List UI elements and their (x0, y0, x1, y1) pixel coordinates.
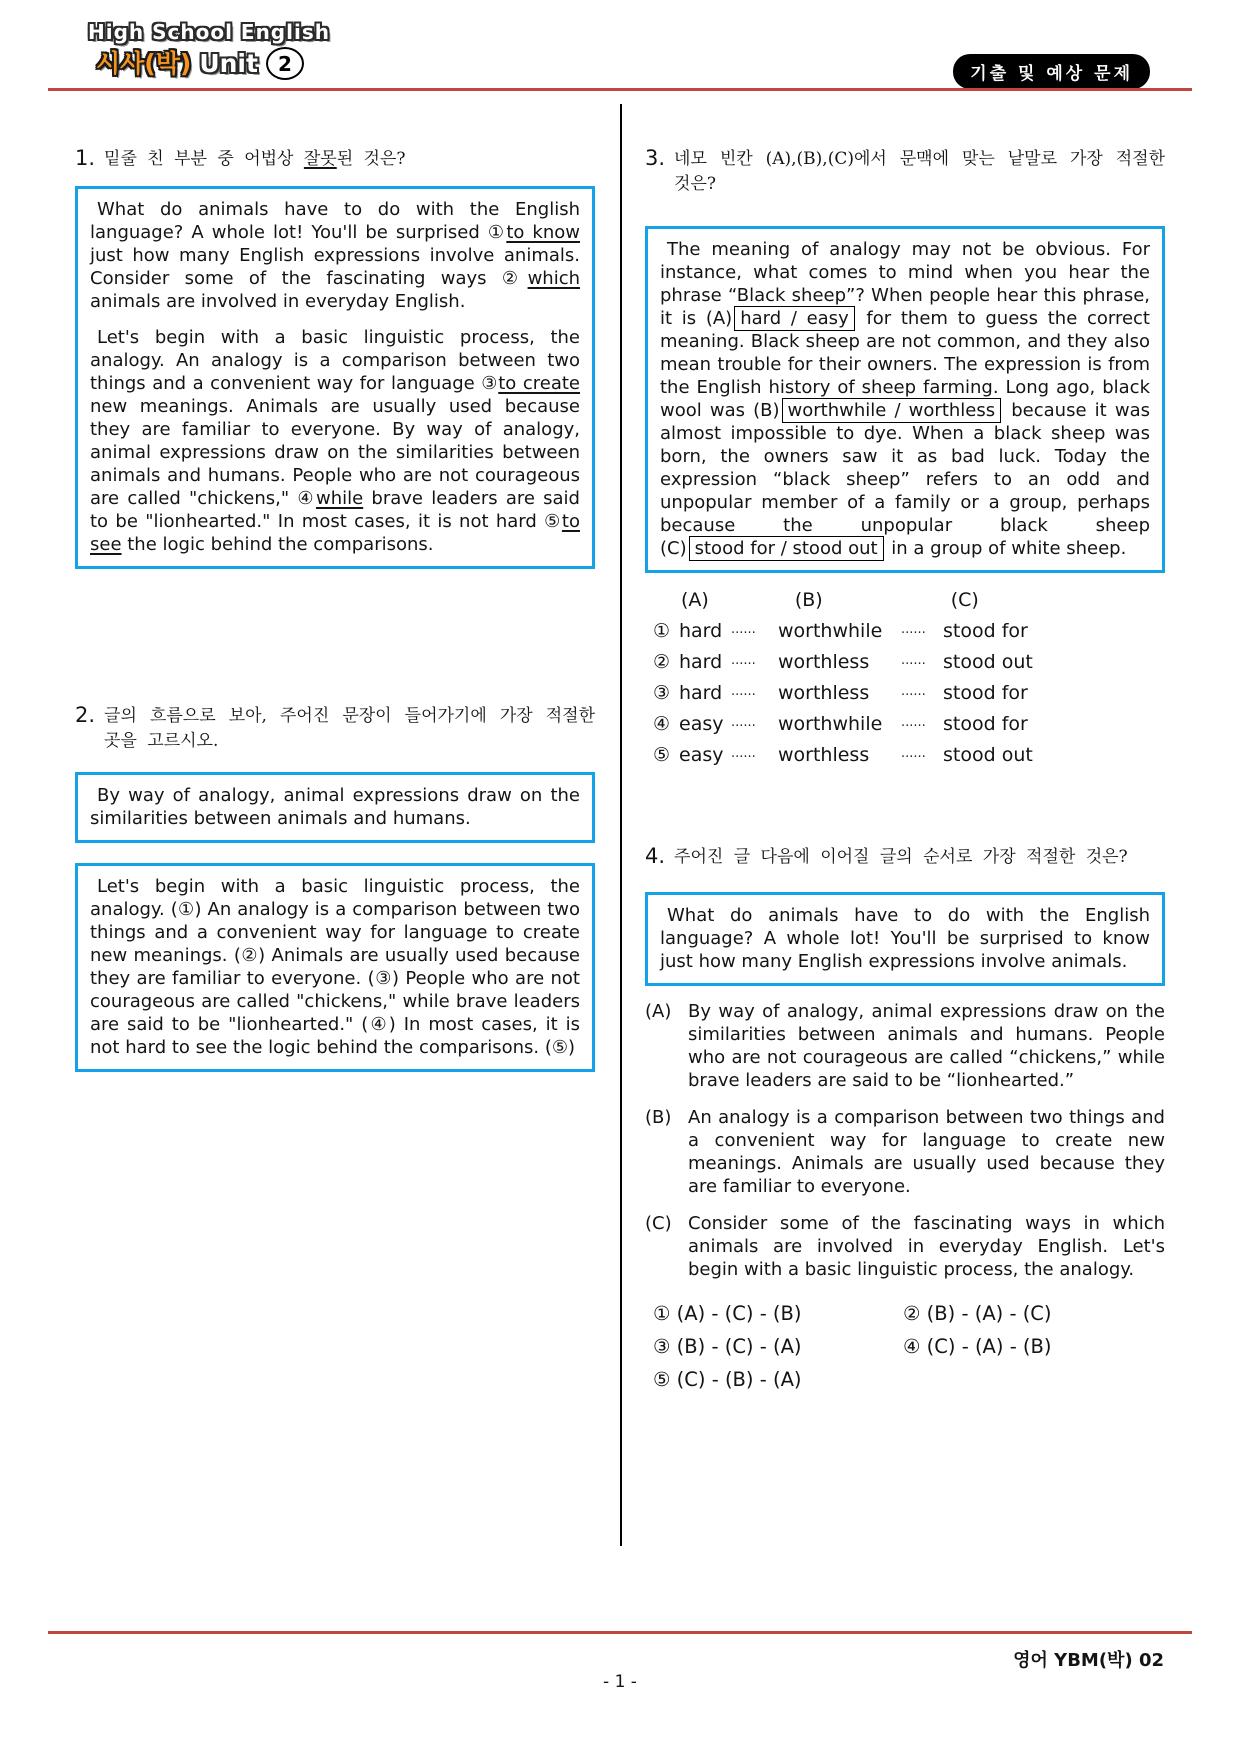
choice-c-word: stood for (943, 620, 1028, 642)
choice-a-word: easy (679, 744, 724, 766)
question-prompt: 주어진 글 다음에 이어질 글의 순서로 가장 적절한 것은? (674, 847, 1128, 867)
page-number: - 1 - (603, 1672, 637, 1692)
answer-choice-row (645, 617, 1165, 648)
table-header-row (645, 589, 1165, 611)
passage-paragraph: The meaning of analogy may not be obvious. For instance, what comes to mind when you hear the phrase “Black sheep”? When people hear this phrase, it is (A) hard / easy for them to guess the correct meaning. Black sheep are not common, and they also mean trouble for their owners. The expression is from the English history of sheep farming. Long ago, black wool was (B) worthwhile / worthless because it was almost impossible to dye. When a black sheep was born, the owners saw it as bad luck. Today the expression “black sheep” refers to an odd and unpopular member of a family or a group, perhaps because the unpopular black sheep (C) stood for / stood out in a group of white sheep. (660, 239, 1151, 559)
paragraph-text: By way of analogy, animal expressions draw on the similarities between animals and humans. People who are not courageous are called “chickens,” while brave leaders are said to be “lionhearted.” (688, 1001, 1165, 1091)
choice-number: ⑤ (653, 744, 671, 766)
question-prompt: 네모 빈칸 (A),(B),(C)에서 문맥에 맞는 낱말로 가장 적절한 것은? (674, 149, 1165, 194)
choice-a-word: hard (679, 620, 723, 642)
choice-c-word: stood for (943, 713, 1028, 735)
unit-number-badge: 2 (266, 47, 304, 80)
column-header-b: (B) (794, 589, 823, 611)
given-sentence: By way of analogy, animal expressions draw on the similarities between animals and humans. (90, 785, 580, 829)
question-2-heading (75, 703, 595, 754)
footer-rule (48, 1631, 1192, 1634)
ordering-paragraph (645, 1000, 1165, 1092)
answer-choice-row (645, 710, 1165, 741)
paragraph-label: (C) (645, 1213, 672, 1234)
passage-paragraph: Let's begin with a basic linguistic process, the analogy. An analogy is a comparison between two things and a convenient way for language ③to create new meanings. Animals are usually used because they are familiar to everyone. By way of analogy, animal expressions draw on the similarities between animals and humans. People who are not courageous are called "chickens," ④while brave leaders are said to be "lionhearted." In most cases, it is not hard ⑤to see the logic behind the comparisons. (90, 327, 580, 555)
logo-brand-name: 시사(박) (96, 49, 192, 78)
paragraph-text: Consider some of the fascinating ways in which animals are involved in everyday English. Let's begin with a basic linguistic process, the analogy. (688, 1213, 1165, 1280)
ordering-paragraph (645, 1212, 1165, 1281)
column-header-a: (A) (681, 589, 709, 611)
choice-number: ③ (653, 682, 671, 704)
option-item: ③ (B) - (C) - (A) (653, 1335, 802, 1358)
option-item: ① (A) - (C) - (B) (653, 1302, 802, 1325)
paragraph-label: (B) (645, 1107, 672, 1128)
dots-separator: ······ (901, 626, 926, 641)
right-column (645, 146, 1165, 1393)
dots-separator: ······ (901, 688, 926, 703)
question-4-heading (645, 844, 1165, 870)
choice-number: ④ (653, 713, 671, 735)
choice-b-word: worthless (778, 682, 870, 704)
question-prompt: 밑줄 친 부분 중 어법상 잘못된 것은? (104, 149, 406, 169)
footer-imprint: 영어 YBM(박) 02 (1013, 1650, 1164, 1671)
answer-choice-table (645, 589, 1165, 772)
choice-a-word: hard (679, 682, 723, 704)
logo-title: High School English (88, 20, 330, 44)
passage-box (75, 186, 595, 569)
choice-c-word: stood for (943, 682, 1028, 704)
choice-b-word: worthless (778, 744, 870, 766)
column-divider (620, 104, 622, 1546)
choice-number: ① (653, 620, 671, 642)
header-rule (48, 88, 1192, 91)
passage-paragraph: Let's begin with a basic linguistic process, the analogy. (①) An analogy is a comparison between two things and a convenient way for language to create new meanings. (②) Animals are usually used because they are familiar to everyone. (③) People who are not courageous are called "chickens," while brave leaders are said to be "lionhearted." (④) In most cases, it is not hard to see the logic behind the comparisons. (⑤) (90, 876, 580, 1058)
question-prompt: 글의 흐름으로 보아, 주어진 문장이 들어가기에 가장 적절한 곳을 고르시오. (104, 706, 595, 751)
choice-b-word: worthwhile (778, 713, 883, 735)
dots-separator: ······ (731, 719, 756, 734)
question-4 (645, 844, 1165, 1393)
choice-a-word: easy (679, 713, 724, 735)
dots-separator: ······ (731, 657, 756, 672)
choice-c-word: stood out (943, 651, 1033, 673)
option-item: ④ (C) - (A) - (B) (903, 1335, 1052, 1358)
given-sentence-box (75, 772, 595, 843)
dots-separator: ······ (901, 657, 926, 672)
paragraph-text: An analogy is a comparison between two things and a convenient way for language to create new meanings. Animals are usually used because they are familiar to everyone. (688, 1107, 1165, 1197)
choice-c-word: stood out (943, 744, 1033, 766)
brand-logo (88, 22, 330, 80)
options-grid (645, 1301, 1165, 1393)
question-number: 2. (75, 703, 96, 727)
choice-a-word: hard (679, 651, 723, 673)
passage-paragraph: What do animals have to do with the English language? A whole lot! You'll be surprised ①to know just how many English expressions involve animals. Consider some of the fascinating ways ②which animals are involved in everyday English. (90, 199, 580, 312)
question-number: 1. (75, 146, 96, 170)
dots-separator: ······ (731, 626, 756, 641)
answer-choice-row (645, 648, 1165, 679)
passage-box (75, 863, 595, 1072)
dots-separator: ······ (731, 688, 756, 703)
given-sentence-box (645, 892, 1165, 986)
paragraph-label: (A) (645, 1001, 672, 1022)
choice-b-word: worthwhile (778, 620, 883, 642)
dots-separator: ······ (901, 719, 926, 734)
option-item: ② (B) - (A) - (C) (903, 1302, 1052, 1325)
question-2 (75, 703, 595, 1072)
choice-number: ② (653, 651, 671, 673)
option-item: ⑤ (C) - (B) - (A) (653, 1368, 802, 1391)
answer-choice-row (645, 741, 1165, 772)
question-3-heading (645, 146, 1165, 197)
left-column (75, 146, 595, 1072)
column-header-c: (C) (950, 589, 979, 611)
question-number: 3. (645, 146, 666, 170)
dots-separator: ······ (901, 750, 926, 765)
exam-type-badge: 기출 및 예상 문제 (953, 54, 1150, 89)
logo-subtitle (96, 47, 330, 80)
given-sentence: What do animals have to do with the English language? A whole lot! You'll be surprised to know just how many English expressions involve animals. (660, 905, 1150, 972)
answer-choice-row (645, 679, 1165, 710)
logo-unit-label: Unit (199, 49, 258, 78)
question-1-heading (75, 146, 595, 172)
dots-separator: ······ (731, 750, 756, 765)
question-1 (75, 146, 595, 569)
choice-b-word: worthless (778, 651, 870, 673)
question-number: 4. (645, 844, 666, 868)
question-3 (645, 146, 1165, 772)
passage-box (645, 226, 1165, 573)
ordering-paragraph (645, 1106, 1165, 1198)
